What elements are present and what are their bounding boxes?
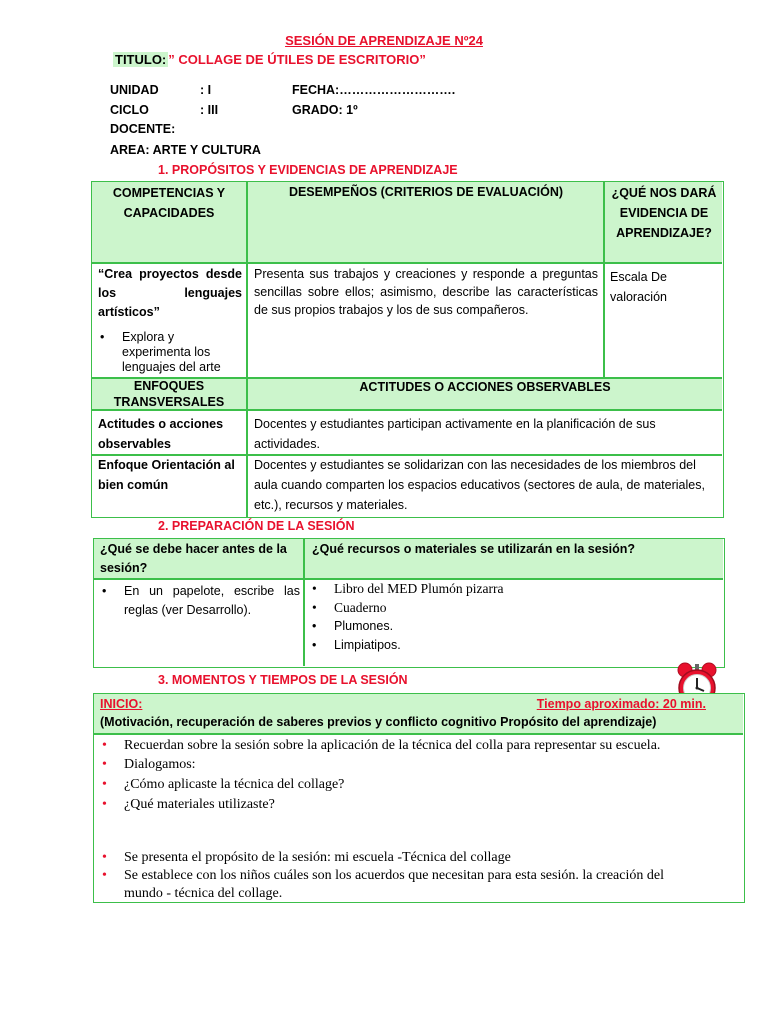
inicio-item-2: • Dialogamos: xyxy=(96,755,706,775)
inicio-item-1: • Recuerdan sobre la sesión sobre la aplicación de la técnica del colla para representar su escuela. xyxy=(96,736,706,755)
fecha: FECHA:………………………. xyxy=(292,83,456,97)
s1-col2-header: DESEMPEÑOS (CRITERIOS DE EVALUACIÓN) xyxy=(288,185,564,199)
inicio-item-6: • Se establece con los niños cuáles son los acuerdos que necesitan para esta sesión. la creación del mundo - técnica del collage. xyxy=(96,867,706,903)
actitudes-header: ACTITUDES O ACCIONES OBSERVABLES xyxy=(359,380,611,394)
competencia: “Crea proyectos desde los lenguajes artísticos” xyxy=(98,267,242,319)
s3-hline xyxy=(94,733,743,735)
section3-table xyxy=(93,693,745,903)
s1-hline-3 xyxy=(92,409,722,411)
s1-hline-4 xyxy=(92,454,722,456)
unidad-value: : I xyxy=(200,83,212,97)
s2-material-item-3: • Plumones. xyxy=(306,617,706,636)
s2-material-item-4: • Limpiatipos. xyxy=(306,636,706,655)
s1-vline-3 xyxy=(246,409,248,517)
inicio-list xyxy=(96,736,706,815)
ciclo-value: : III xyxy=(200,103,219,117)
desempeno: Presenta sus trabajos y creaciones y responde a preguntas sencillas sobre ellos; asimismo, describe las características de sus propios trabajos y los de sus compañeros. xyxy=(254,267,598,317)
s2-col2-header: ¿Qué recursos o materiales se utilizarán en la sesión? xyxy=(312,542,636,556)
session-title: SESIÓN DE APRENDIZAJE Nº24 xyxy=(285,33,483,48)
s1-hline-1 xyxy=(92,262,722,264)
s2-material-item-1: • Libro del MED Plumón pizarra xyxy=(306,579,706,598)
s1-vline-4 xyxy=(246,378,248,409)
inicio-list-2 xyxy=(96,848,706,903)
ciclo-label: CICLO xyxy=(110,103,149,117)
enfoque-row-1-label: Actitudes o acciones observables xyxy=(98,417,224,451)
enfoque-row-1-text: Docentes y estudiantes participan activamente en la planificación de sus actividades. xyxy=(254,417,656,451)
capacidad-item: • Explora y experimenta los lenguajes del arte xyxy=(94,330,244,375)
grado: GRADO: 1º xyxy=(292,103,358,117)
s2-material-item-2: • Cuaderno xyxy=(306,598,706,617)
s1-hline-2 xyxy=(92,377,722,379)
section1-heading: 1. PROPÓSITOS Y EVIDENCIAS DE APRENDIZAJE xyxy=(158,163,458,177)
s1-col1-header: COMPETENCIAS Y CAPACIDADES xyxy=(112,186,226,220)
s2-col1-header: ¿Qué se debe hacer antes de la sesión? xyxy=(100,542,287,575)
s2-hline xyxy=(94,578,723,580)
section2-table xyxy=(93,538,725,668)
s2-vline xyxy=(303,539,305,666)
titulo-text: ” COLLAGE DE ÚTILES DE ESCRITORIO” xyxy=(168,52,426,67)
area: AREA: ARTE Y CULTURA xyxy=(110,143,261,157)
titulo-label: TITULO: xyxy=(115,52,167,67)
s2-materials-list xyxy=(306,579,706,655)
unidad-label: UNIDAD xyxy=(110,83,159,97)
s1-vline-2 xyxy=(603,182,605,377)
s2-before-item: • En un papelote, escribe las reglas (ver Desarrollo). xyxy=(96,582,300,620)
inicio-item-4: • ¿Qué materiales utilizaste? xyxy=(96,795,706,815)
section3-heading: 3. MOMENTOS Y TIEMPOS DE LA SESIÓN xyxy=(158,673,408,687)
tiempo-aproximado: Tiempo aproximado: 20 min. xyxy=(536,697,706,711)
inicio-item-5: • Se presenta el propósito de la sesión: mi escuela -Técnica del collage xyxy=(96,848,706,867)
enfoque-row-2-text: Docentes y estudiantes se solidarizan con las necesidades de los miembros del aula cuando comparten los espacios educativos (sectores de aula, de materiales, etc.), recursos y materiales. xyxy=(254,458,705,512)
inicio-item-3: • ¿Cómo aplicaste la técnica del collage? xyxy=(96,775,706,795)
inicio-label: INICIO: xyxy=(100,697,143,711)
s2-before-list xyxy=(96,582,300,620)
section2-heading: 2. PREPARACIÓN DE LA SESIÓN xyxy=(158,519,355,533)
capacidades-list xyxy=(94,330,244,375)
s1-col3-header: ¿QUÉ NOS DARÁ EVIDENCIA DE APRENDIZAJE? xyxy=(611,186,717,240)
docente: DOCENTE: xyxy=(110,122,176,136)
inicio-subtitle: (Motivación, recuperación de saberes previos y conflicto cognitivo Propósito del aprendizaje) xyxy=(100,715,657,729)
section1-table xyxy=(91,181,724,518)
enfoque-row-2-label: Enfoque Orientación al bien común xyxy=(98,458,235,492)
s1-vline-1 xyxy=(246,182,248,377)
enfoques-header: ENFOQUES TRANSVERSALES xyxy=(113,379,225,409)
titulo-row xyxy=(113,52,426,67)
evidencia: Escala De valoración xyxy=(610,270,667,304)
